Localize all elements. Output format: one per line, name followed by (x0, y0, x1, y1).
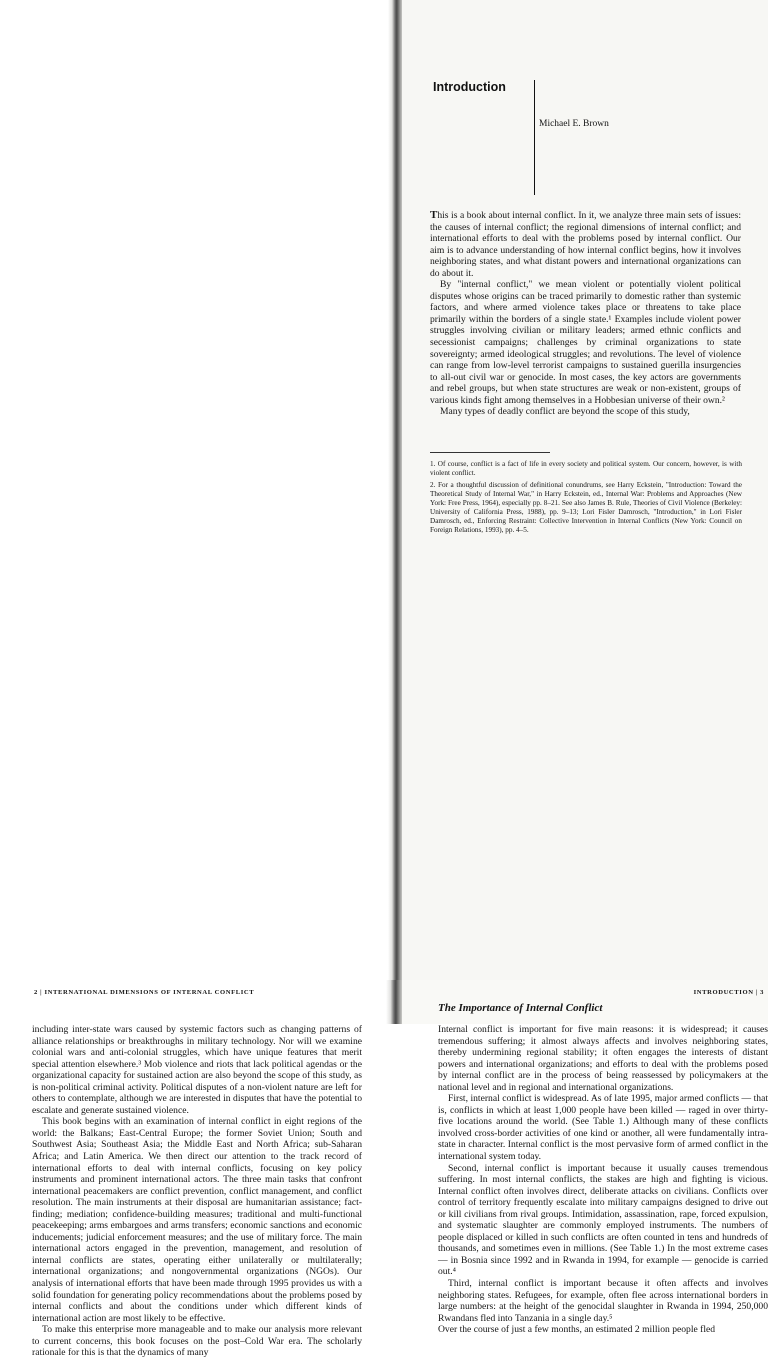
intro-body (430, 210, 741, 418)
page-2-body (32, 1024, 362, 1359)
footnote: 2. For a thoughtful discussion of definitional conundrums, see Harry Eckstein, "Introduction: Toward the Theoretical Study of Internal War," in Harry Eckstein, ed., Internal War: Problems and Approaches (New York: Free Press, 1964), especially pp. 8–21. See also James B. Rule, Theories of Civil Violence (Berkeley: University of California Press, 1988), pp. 9–13; Lori Fisler Damrosch, "Introduction," in Lori Fisler Damrosch, ed., Enforcing Restraint: Collective Intervention in Internal Conflicts (New York: Council on Foreign Relations, 1993), pp. 4–5. (430, 481, 742, 534)
title-vertical-rule (534, 80, 535, 195)
author-name: Michael E. Brown (539, 119, 609, 129)
paragraph: including inter-state wars caused by systemic factors such as changing patterns of alliance relationships or breakthroughs in military technology. Nor will we examine colonial wars and anti-colonial struggles, which have unique features that merit special attention elsewhere.³ Mob violence and riots that lack political agendas or the organizational capacity for sustained action are also beyond the scope of this study, as is non-political criminal activity. Political disputes of a non-violent nature are left for others to contemplate, although we are interested in disputes that have the potential to escalate and generate sustained violence. (32, 1024, 362, 1116)
drop-cap: T (430, 209, 438, 221)
paragraph: This book begins with an examination of internal conflict in eight regions of the world: the Balkans; East-Central Europe; the former Soviet Union; South and Southwest Asia; Southeast Asia; the Middle East and North Africa; sub-Saharan Africa; and Latin America. We then direct our attention to the track record of international efforts to deal with internal conflicts, focusing on key policy instruments and prominent international actors. The three main tasks that confront international peacemakers are conflict prevention, conflict management, and conflict resolution. The main instruments at their disposal are humanitarian assistance; fact-finding; mediation; confidence-building measures; traditional and multi-functional peacekeeping; arms embargoes and arms transfers; economic sanctions and economic inducements; judicial enforcement measures; and the use of military force. The main international actors engaged in the prevention, management, and resolution of internal conflicts are states, operating either unilaterally or multilaterally; international organizations; and nongovernmental organizations (NGOs). Our analysis of international efforts that have been made through 1995 provides us with a solid foundation for generating policy recommendations about the problems posed by internal conflicts and about the conditions under which different kinds of international action are most likely to be effective. (32, 1116, 362, 1324)
running-head-left: 2 | INTERNATIONAL DIMENSIONS OF INTERNAL CONFLICT (34, 989, 255, 996)
footnote-divider (430, 452, 550, 453)
section-title: The Importance of Internal Conflict (438, 1002, 603, 1014)
paragraph: Over the course of just a few months, an estimated 2 million people fled (438, 1324, 716, 1336)
paragraph: This is a book about internal conflict. In it, we analyze three main sets of issues: the causes of internal conflict; the regional dimensions of internal conflict; and international efforts to deal with the problems posed by internal conflict. Our aim is to advance understanding of how internal conflict begins, how it involves neighboring states, and what distant powers and international organizations can do about it. (430, 209, 741, 279)
blank-left-page (0, 0, 388, 980)
page-3-body (438, 1024, 768, 1336)
introduction-page (402, 0, 768, 980)
paragraph: By "internal conflict," we mean violent or potentially violent political disputes whose origins can be traced primarily to domestic rather than systemic factors, and where armed violence takes place or threatens to take place primarily within the borders of a single state.¹ Examples include violent power struggles involving civilian or military leaders; armed ethnic conflicts and secessionist campaigns; challenges by criminal organizations to state sovereignty; armed ideological struggles; and revolutions. The level of violence can range from low-level terrorist campaigns to sustained guerilla insurgencies to all-out civil war or genocide. In most cases, the key actors are governments and rebel groups, but when state structures are weak or non-existent, groups of various kinds fight among themselves in a Hobbesian universe of their own.² (430, 279, 741, 406)
paragraph: First, internal conflict is widespread. As of late 1995, major armed conflicts — that is, conflicts in which at least 1,000 people have been killed — raged in over thirty-five locations around the world. (See Table 1.) Although many of these conflicts involved cross-border activities of one kind or another, all were fundamentally intra-state in character. Internal conflict is the most pervasive form of armed conflict in the international system today. (438, 1093, 768, 1163)
footnote: 1. Of course, conflict is a fact of life in every society and political system. Our concern, however, is with violent conflict. (430, 460, 742, 477)
running-head-right: INTRODUCTION | 3 (693, 989, 764, 996)
chapter-title: Introduction (433, 80, 506, 94)
paragraph: Third, internal conflict is important because it often affects and involves neighboring states. Refugees, for example, often flee across international borders in large numbers: at the height of the genocidal slaughter in Rwanda in 1994, 250,000 Rwandans fled into Tanzania in a single day.⁵ (438, 1278, 768, 1324)
footnotes (430, 460, 742, 538)
page-3 (402, 980, 768, 1336)
bottom-spread (0, 980, 768, 1359)
page-2 (0, 980, 386, 1359)
paragraph: Second, internal conflict is important because it usually causes tremendous suffering. In most internal conflicts, the stakes are high and fighting is vicious. Internal conflict often involves direct, deliberate attacks on civilians. Conflicts over control of territory frequently escalate into military campaigns designed to drive out or kill civilians from rival groups. Intimidation, assassination, rape, forced expulsion, and systematic slaughter are commonly employed instruments. The numbers of people displaced or killed in such conflicts are often counted in tens and hundreds of thousands, and sometimes even in millions. (See Table 1.) In the most extreme cases — in Bosnia since 1992 and in Rwanda in 1994, for example — genocide is carried out.⁴ (438, 1162, 768, 1278)
paragraph: Internal conflict is important for five main reasons: it is widespread; it causes tremendous suffering; it almost always affects and involves neighboring states, thereby undermining regional stability; it often engages the interests of distant powers and international organizations; and efforts to deal with the problems posed by internal conflict are in the process of being reassessed by policymakers at the national level and in regional and international organizations. (438, 1024, 768, 1093)
paragraph: To make this enterprise more manageable and to make our analysis more relevant to current concerns, this book focuses on the post–Cold War era. The scholarly rationale for this is that the dynamics of many (32, 1324, 362, 1359)
paragraph: Many types of deadly conflict are beyond the scope of this study, (440, 406, 690, 418)
